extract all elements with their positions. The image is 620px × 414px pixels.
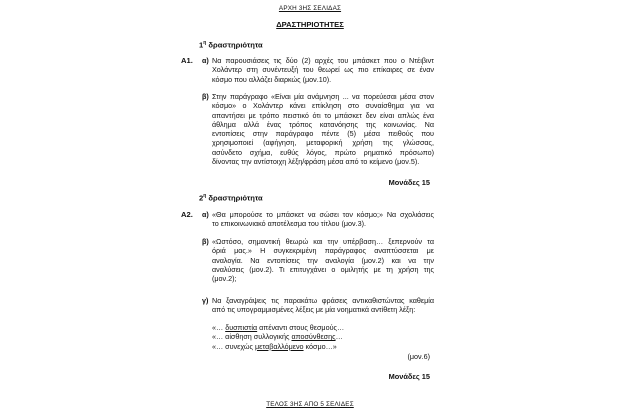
- phrase-item: [212, 342, 434, 351]
- question-a1-part-b-text: [212, 92, 434, 166]
- text-line: εντοπίσεις στην παράγραφο πέντε (5) μέσα πειθούς που: [212, 129, 434, 139]
- activity-1-label: δραστηριότητα: [208, 40, 263, 50]
- text-line: άθλημα αλλά ένας τρόπος κατανόησης της κοινωνίας. Να: [212, 119, 434, 129]
- activity-2-marks: Μονάδες 15: [388, 372, 430, 381]
- phrase-item: [212, 332, 434, 341]
- underlined-word: δυσπιστία: [225, 323, 258, 332]
- text-line: κόσμο» ο Χολάντερ κάνει επίκληση στο συναίσθημα για να: [212, 101, 434, 111]
- text-line: Χολάντερ στη συνέντευξή του θεωρεί ως πιο επίκαιρες σε έναν: [212, 65, 434, 75]
- text-line: «Θα μπορούσε το μπάσκετ να σώσει τον κόσμο;» Να σχολιάσεις: [212, 210, 434, 219]
- text-line: Να ξαναγράψεις τις παρακάτω φράσεις αντικαθιστώντας καθεμία: [212, 296, 434, 305]
- question-a2-part-c-label: γ): [202, 296, 209, 305]
- page-header: ΑΡΧΗ 3ΗΣ ΣΕΛΙΔΑΣ: [278, 5, 342, 12]
- activity-2-title: [199, 193, 263, 203]
- text-line: απαντήσει με τρόπο πειστικό ότι το μπάσκετ δεν είναι απλώς ένα: [212, 110, 434, 120]
- phrase-suffix: κόσμο…»: [303, 341, 337, 351]
- activity-1-ordinal: η: [203, 40, 207, 46]
- text-line: δίνοντας την αντίστοιχη λέξη/φράση μέσα από το κείμενο (μον.5).: [212, 157, 420, 167]
- text-line: Στην παράγραφο «Είναι μία ανάμνηση ... να πορεύεσαι μέσα στον: [212, 92, 434, 101]
- text-line: χρησιμοποιεί (αφήγηση, μεταφορική χρήση της γλώσσας,: [212, 138, 434, 148]
- question-a2-part-a-text: [212, 210, 434, 229]
- text-line: «Ωστόσο, σημαντική θεωρώ και την υπέρβαση… ξεπερνούν τα: [212, 237, 434, 246]
- underlined-word: αποσύνθεσης: [291, 332, 336, 342]
- question-a1-part-a-text: [212, 56, 434, 84]
- text-line: κόσμο που αλλάζει διαρκώς (μον.10).: [212, 74, 332, 84]
- question-a2-part-b-label: β): [202, 237, 209, 246]
- text-line: Να παρουσιάσεις τις δύο (2) αρχές του μπάσκετ που ο Ντέιβιντ: [212, 56, 434, 65]
- activity-1-title: [199, 40, 263, 50]
- text-line: από τις υπογραμμισμένες λέξεις με μία νοηματικά αντίθετη λέξη:: [212, 305, 416, 315]
- page-footer: ΤΕΛΟΣ 3ΗΣ ΑΠΟ 5 ΣΕΛΙΔΕΣ: [266, 401, 354, 408]
- underlined-word: μεταβαλλόμενο: [255, 341, 304, 351]
- question-a2-number: A2.: [181, 210, 193, 219]
- phrase-prefix: «… συνεχώς: [212, 341, 255, 351]
- text-line: αναλύσεις (μον.2). Τι επιτυγχάνει ο ομιλητής με τη χρήση της: [212, 264, 434, 274]
- question-a1-number: A1.: [181, 56, 193, 65]
- text-line: αναλογία. Να εντοπίσεις την αναλογία (μον.2) και να την: [212, 255, 434, 265]
- phrase-suffix: απέναντι στους θεσμούς…: [257, 323, 345, 332]
- text-line: ασύνδετο σχήμα, ευθύς λόγος, πρώτο ρηματικό πρόσωπο): [212, 147, 434, 157]
- phrase-prefix: «…: [212, 323, 226, 332]
- activity-2-label: δραστηριότητα: [208, 193, 263, 203]
- page-title: ΔΡΑΣΤΗΡΙΟΤΗΤΕΣ: [276, 20, 344, 29]
- phrase-item: [212, 323, 434, 332]
- activity-1-marks: Μονάδες 15: [388, 178, 430, 187]
- part-c-marks-reference: (μον.6): [407, 352, 430, 361]
- phrase-list: [212, 323, 434, 351]
- text-line: (μον.2);: [212, 274, 237, 284]
- text-line: το επικοινωνιακό αποτέλεσμα του τίτλου (μον.3).: [212, 219, 366, 229]
- question-a2-part-c-text: [212, 296, 434, 315]
- activity-2-ordinal: η: [203, 193, 207, 199]
- question-a1-part-b-label: β): [202, 92, 209, 101]
- phrase-prefix: «… αίσθηση συλλογικής: [212, 332, 292, 342]
- activity-1-number: 1: [199, 40, 204, 50]
- phrase-suffix: …: [335, 332, 343, 342]
- question-a2-part-b-text: [212, 237, 434, 283]
- question-a1-part-a-label: α): [202, 56, 209, 65]
- question-a2-part-a-label: α): [202, 210, 209, 219]
- text-line: όριά μας.» Η συγκεκριμένη παράγραφος αναπτύσσεται με: [212, 246, 434, 256]
- activity-2-number: 2: [199, 193, 204, 203]
